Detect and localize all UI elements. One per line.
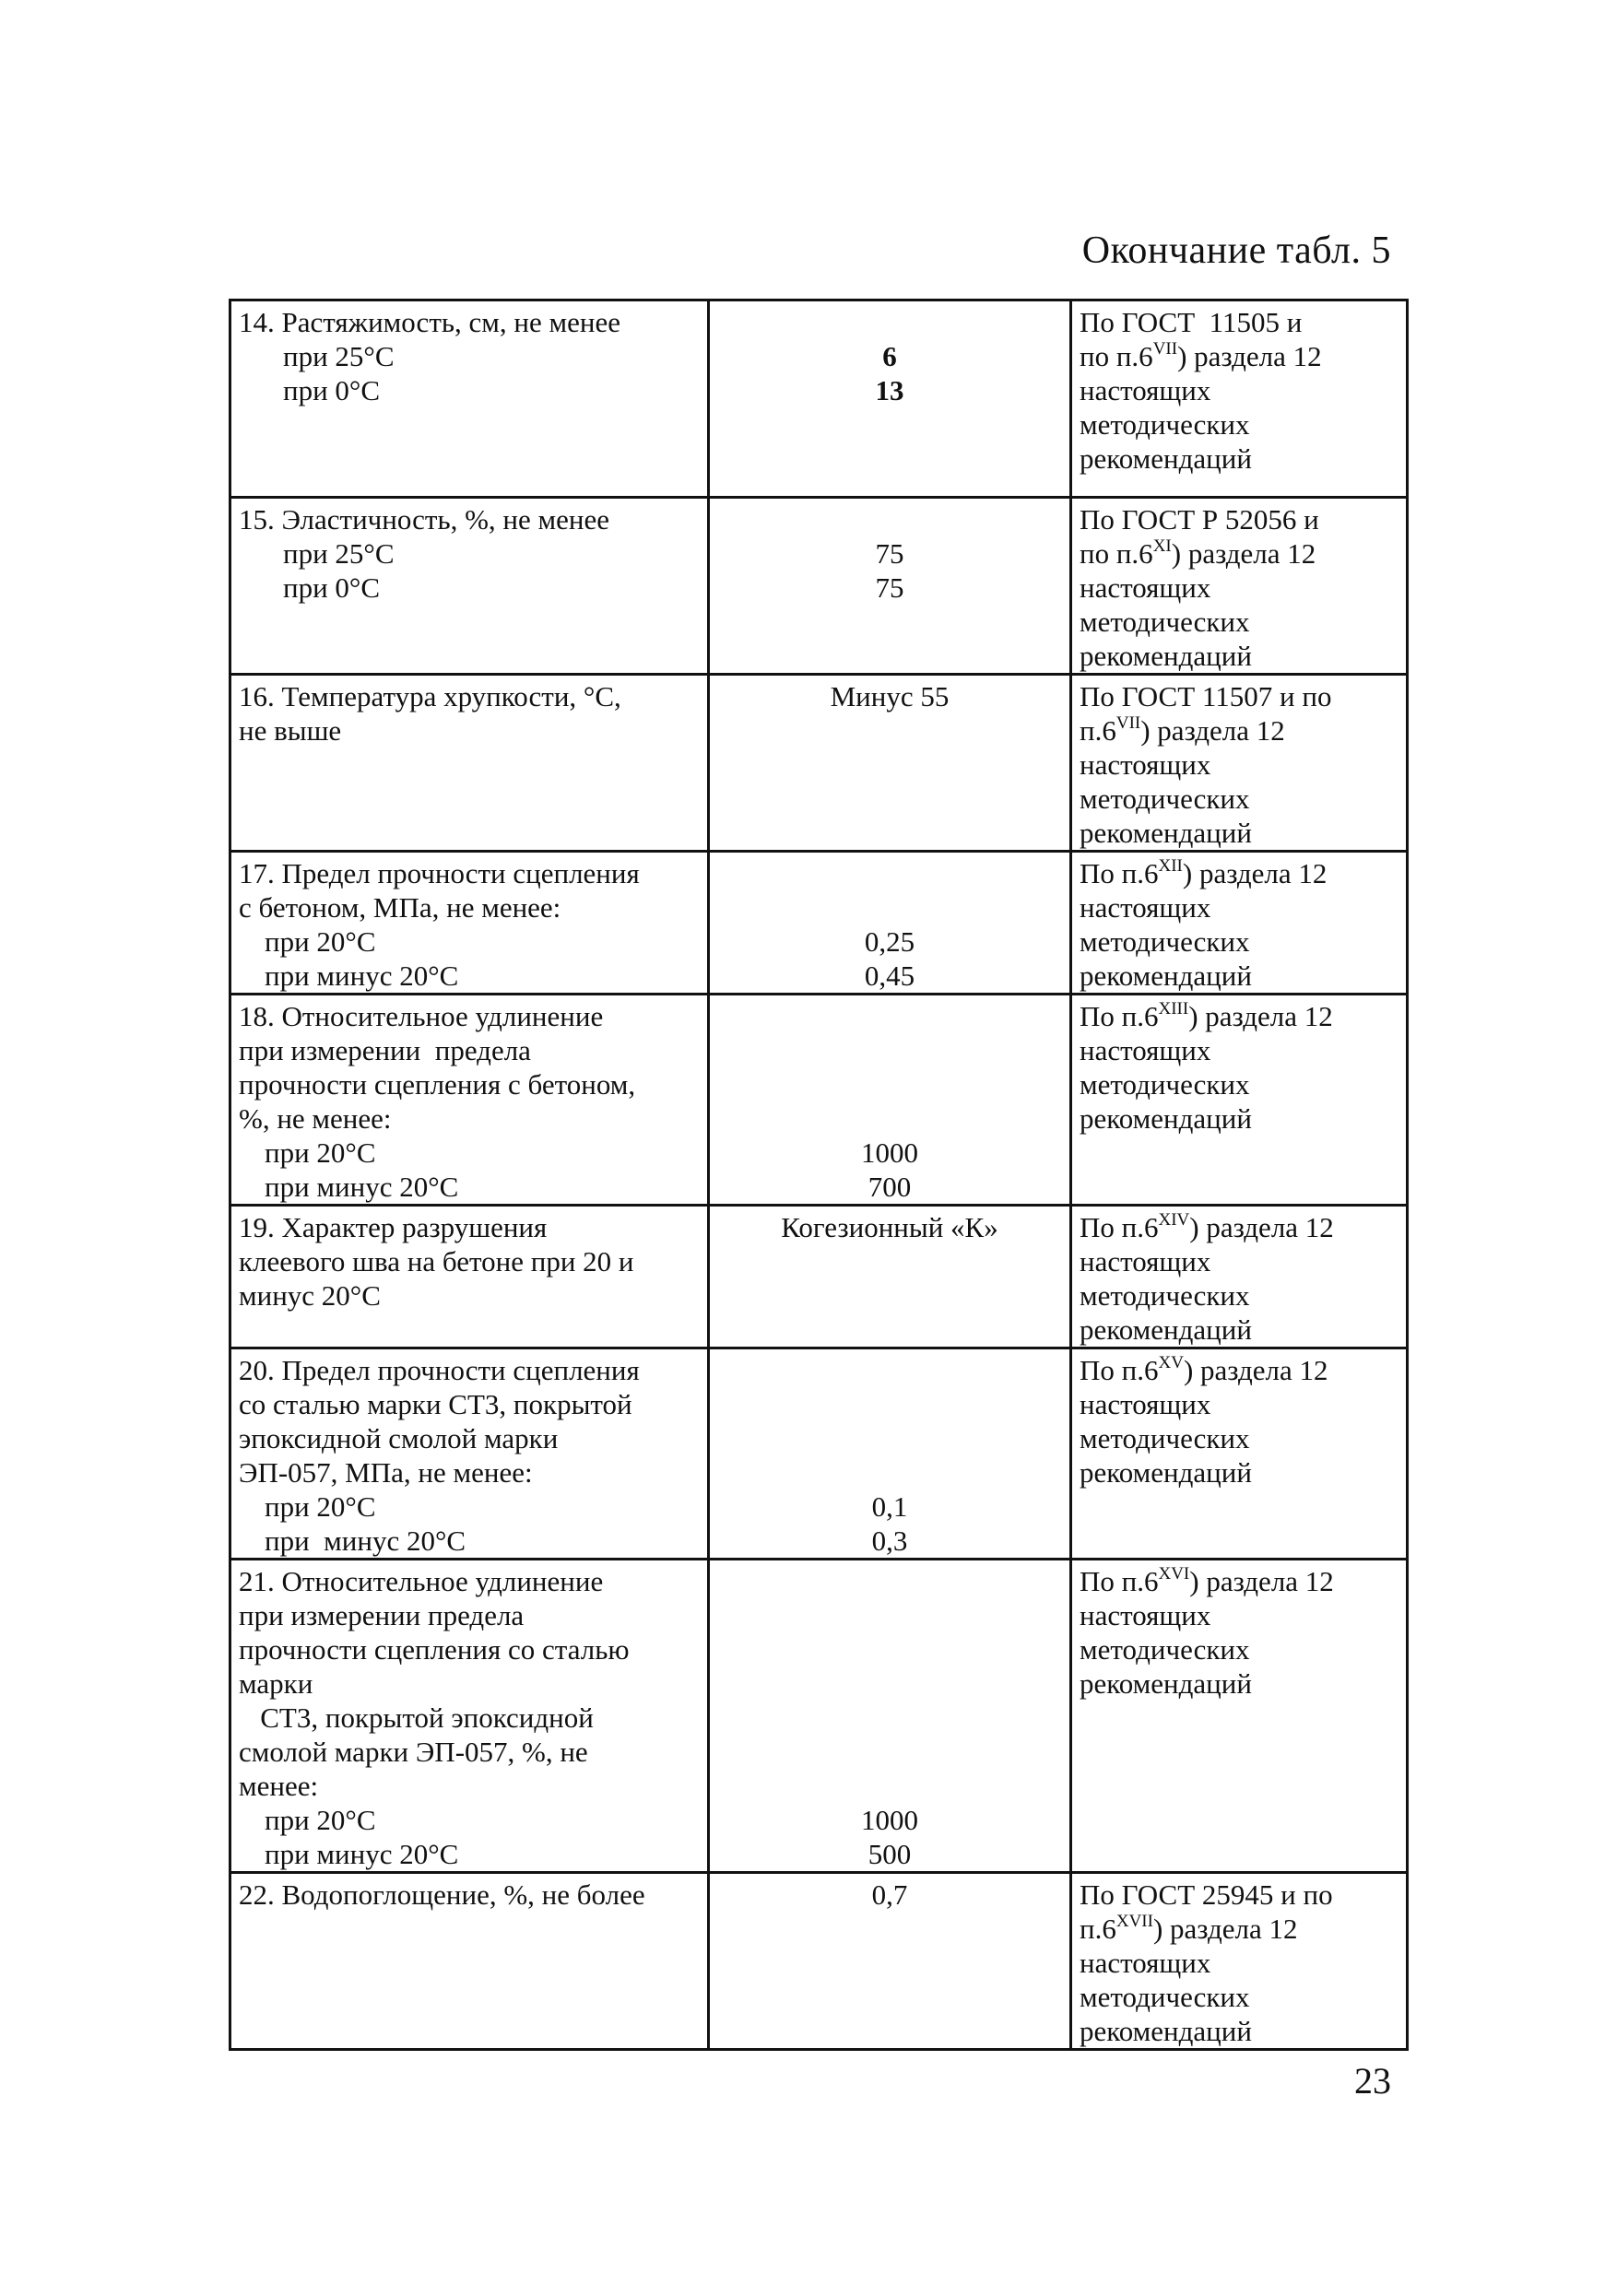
value-line xyxy=(717,856,1062,890)
table-row xyxy=(230,300,1408,498)
method-line: настоящих xyxy=(1080,1245,1211,1278)
condition-line: при 0°С xyxy=(283,571,381,604)
footnote-mark: XI xyxy=(1152,536,1172,556)
method-ref: По п.6 xyxy=(1080,1565,1159,1597)
table-row xyxy=(230,675,1408,852)
method-line: рекомендаций xyxy=(1080,817,1252,849)
indicator-name-line: минус 20°С xyxy=(239,1279,381,1312)
footnote-mark: XV xyxy=(1158,1353,1184,1372)
value-line xyxy=(717,1033,1062,1067)
table-row xyxy=(230,995,1408,1206)
table-row xyxy=(230,1206,1408,1348)
method-section: ) раздела 12 xyxy=(1183,1354,1328,1386)
condition-line: при 25°С xyxy=(283,537,395,570)
method-cell xyxy=(1071,1206,1408,1348)
value-line: 0,1 xyxy=(871,1490,908,1523)
value-line xyxy=(717,1421,1062,1455)
method-line: По ГОСТ Р 52056 и xyxy=(1080,503,1319,536)
method-ref: По п.6 xyxy=(1080,1354,1159,1386)
value-line: Когезионный «К» xyxy=(781,1211,998,1243)
method-line xyxy=(1080,1912,1398,1946)
value-line xyxy=(717,1101,1062,1136)
condition-line: при минус 20°С xyxy=(265,960,459,992)
condition-line: при минус 20°С xyxy=(265,1525,466,1557)
method-line xyxy=(1080,536,1398,571)
indicator-name-line: не выше xyxy=(239,714,342,747)
value-line xyxy=(717,1353,1062,1387)
value-line xyxy=(717,1387,1062,1421)
method-line xyxy=(1080,856,1398,890)
value-line: 75 xyxy=(875,571,904,604)
method-line: настоящих xyxy=(1080,374,1211,406)
method-line xyxy=(1080,339,1398,373)
method-section: ) раздела 12 xyxy=(1182,857,1328,889)
method-line: рекомендаций xyxy=(1080,1667,1252,1700)
value-cell xyxy=(709,1348,1071,1560)
indicator-cell xyxy=(230,995,709,1206)
method-section: ) раздела 12 xyxy=(1171,537,1316,570)
indicator-name-line: менее: xyxy=(239,1770,319,1802)
method-line: методических xyxy=(1080,1068,1250,1101)
indicator-cell xyxy=(230,300,709,498)
method-line: настоящих xyxy=(1080,1947,1211,1979)
indicator-name-line: эпоксидной смолой марки xyxy=(239,1422,559,1454)
value-line xyxy=(717,1455,1062,1489)
indicator-name-line: 14. Растяжимость, см, не менее xyxy=(239,306,620,338)
value-line xyxy=(717,305,1062,339)
table-row xyxy=(230,1873,1408,2050)
value-line xyxy=(717,1769,1062,1803)
indicator-name-line: смолой марки ЭП-057, %, не xyxy=(239,1736,588,1768)
value-cell xyxy=(709,995,1071,1206)
method-line: методических xyxy=(1080,783,1250,815)
indicator-cell xyxy=(230,1873,709,2050)
indicator-name-line: 20. Предел прочности сцепления xyxy=(239,1354,640,1386)
indicator-name-line: %, не менее: xyxy=(239,1102,392,1135)
method-ref: п.6 xyxy=(1080,714,1116,747)
table-body xyxy=(230,300,1408,2050)
value-line: 500 xyxy=(867,1838,912,1870)
value-line xyxy=(717,1564,1062,1598)
value-line: 1000 xyxy=(861,1136,918,1169)
method-line: По ГОСТ 11505 и xyxy=(1080,306,1303,338)
value-line: 0,25 xyxy=(864,925,915,958)
method-ref: п.6 xyxy=(1080,1913,1116,1945)
method-ref: По п.6 xyxy=(1080,1211,1159,1243)
method-cell xyxy=(1071,1348,1408,1560)
indicator-name-line: СТ3, покрытой эпоксидной xyxy=(239,1701,594,1734)
footnote-mark: XIII xyxy=(1158,999,1189,1018)
value-cell xyxy=(709,1873,1071,2050)
method-line: рекомендаций xyxy=(1080,2015,1252,2047)
indicator-name-line: марки xyxy=(239,1667,313,1700)
method-line: методических xyxy=(1080,1981,1250,2013)
method-cell xyxy=(1071,1560,1408,1873)
method-ref: По п.6 xyxy=(1080,1000,1159,1032)
method-section: ) раздела 12 xyxy=(1188,1000,1333,1032)
indicator-cell xyxy=(230,852,709,995)
condition-line: при 25°С xyxy=(283,340,395,372)
value-line: 0,7 xyxy=(871,1878,908,1911)
method-line xyxy=(1080,1564,1398,1598)
value-cell xyxy=(709,1560,1071,1873)
method-line: методических xyxy=(1080,606,1250,638)
value-line: 0,3 xyxy=(871,1525,908,1557)
method-line: По ГОСТ 25945 и по xyxy=(1080,1878,1333,1911)
indicator-name-line: со сталью марки СТ3, покрытой xyxy=(239,1388,632,1420)
indicator-name-line: 16. Температура хрупкости, °С, xyxy=(239,680,621,712)
indicator-cell xyxy=(230,1560,709,1873)
method-line: настоящих xyxy=(1080,571,1211,604)
method-section: ) раздела 12 xyxy=(1152,1913,1298,1945)
method-line: настоящих xyxy=(1080,891,1211,924)
method-ref: по п.6 xyxy=(1080,537,1153,570)
value-line xyxy=(717,1735,1062,1769)
method-line: методических xyxy=(1080,408,1250,441)
condition-line: при 20°С xyxy=(265,925,376,958)
method-ref: По п.6 xyxy=(1080,857,1159,889)
indicator-name-line: 15. Эластичность, %, не менее xyxy=(239,503,609,536)
footnote-mark: XVII xyxy=(1115,1912,1153,1931)
method-line: рекомендаций xyxy=(1080,1313,1252,1346)
indicator-name-line: 17. Предел прочности сцепления xyxy=(239,857,640,889)
method-line: методических xyxy=(1080,1279,1250,1312)
indicator-name-line: 18. Относительное удлинение xyxy=(239,1000,604,1032)
value-line xyxy=(717,502,1062,536)
value-line: Минус 55 xyxy=(830,680,950,712)
method-line: рекомендаций xyxy=(1080,442,1252,475)
condition-line: при 20°С xyxy=(265,1136,376,1169)
method-line: настоящих xyxy=(1080,748,1211,781)
condition-line: при минус 20°С xyxy=(265,1838,459,1870)
method-cell xyxy=(1071,300,1408,498)
method-ref: по п.6 xyxy=(1080,340,1153,372)
condition-line: при 20°С xyxy=(265,1490,376,1523)
method-cell xyxy=(1071,995,1408,1206)
value-line xyxy=(717,1666,1062,1701)
method-line xyxy=(1080,999,1398,1033)
method-line: методических xyxy=(1080,1422,1250,1454)
value-line xyxy=(717,1598,1062,1632)
value-line xyxy=(717,890,1062,924)
method-line: рекомендаций xyxy=(1080,640,1252,672)
method-section: ) раздела 12 xyxy=(1189,1211,1334,1243)
indicator-name-line: с бетоном, МПа, не менее: xyxy=(239,891,561,924)
value-cell xyxy=(709,498,1071,675)
properties-table xyxy=(229,299,1409,2051)
value-cell xyxy=(709,1206,1071,1348)
method-line xyxy=(1080,713,1398,748)
value-line xyxy=(717,999,1062,1033)
method-line: настоящих xyxy=(1080,1034,1211,1066)
footnote-mark: VII xyxy=(1115,713,1141,733)
indicator-name-line: 21. Относительное удлинение xyxy=(239,1565,604,1597)
method-cell xyxy=(1071,498,1408,675)
method-line: методических xyxy=(1080,1633,1250,1666)
value-cell xyxy=(709,300,1071,498)
method-line xyxy=(1080,1353,1398,1387)
table-row xyxy=(230,1348,1408,1560)
indicator-cell xyxy=(230,1206,709,1348)
value-line xyxy=(717,1632,1062,1666)
method-line: По ГОСТ 11507 и по xyxy=(1080,680,1332,712)
method-section: ) раздела 12 xyxy=(1189,1565,1334,1597)
method-cell xyxy=(1071,1873,1408,2050)
value-line xyxy=(717,1067,1062,1101)
indicator-name-line: при измерении предела xyxy=(239,1034,531,1066)
footnote-mark: XIV xyxy=(1158,1210,1190,1230)
indicator-name-line: прочности сцепления со сталью xyxy=(239,1633,630,1666)
table-row xyxy=(230,498,1408,675)
indicator-cell xyxy=(230,1348,709,1560)
indicator-cell xyxy=(230,675,709,852)
method-line: настоящих xyxy=(1080,1599,1211,1631)
indicator-name-line: 22. Водопоглощение, %, не более xyxy=(239,1878,645,1911)
value-cell xyxy=(709,675,1071,852)
table-caption: Окончание табл. 5 xyxy=(1081,230,1391,272)
indicator-name-line: при измерении предела xyxy=(239,1599,525,1631)
value-line: 13 xyxy=(875,374,904,406)
indicator-name-line: клеевого шва на бетоне при 20 и xyxy=(239,1245,634,1278)
footnote-mark: XII xyxy=(1158,856,1183,876)
method-cell xyxy=(1071,852,1408,995)
value-line: 1000 xyxy=(861,1804,918,1836)
method-line: рекомендаций xyxy=(1080,1456,1252,1489)
indicator-name-line: прочности сцепления с бетоном, xyxy=(239,1068,636,1101)
footnote-mark: VII xyxy=(1152,339,1178,359)
method-cell xyxy=(1071,675,1408,852)
footnote-mark: XVI xyxy=(1158,1564,1190,1584)
condition-line: при 0°С xyxy=(283,374,381,406)
method-line: методических xyxy=(1080,925,1250,958)
method-section: ) раздела 12 xyxy=(1177,340,1322,372)
indicator-name-line: ЭП-057, МПа, не менее: xyxy=(239,1456,533,1489)
method-line xyxy=(1080,1210,1398,1244)
indicator-name-line: 19. Характер разрушения xyxy=(239,1211,548,1243)
method-line: настоящих xyxy=(1080,1388,1211,1420)
table-row xyxy=(230,852,1408,995)
condition-line: при 20°С xyxy=(265,1804,376,1836)
method-line: рекомендаций xyxy=(1080,960,1252,992)
method-section: ) раздела 12 xyxy=(1140,714,1285,747)
condition-line: при минус 20°С xyxy=(265,1171,459,1203)
value-line: 0,45 xyxy=(864,960,915,992)
method-line: рекомендаций xyxy=(1080,1102,1252,1135)
value-line xyxy=(717,1701,1062,1735)
value-line: 6 xyxy=(882,340,897,372)
table-row xyxy=(230,1560,1408,1873)
value-cell xyxy=(709,852,1071,995)
value-line: 75 xyxy=(875,537,904,570)
value-line: 700 xyxy=(867,1171,912,1203)
page-number: 23 xyxy=(1354,2060,1391,2102)
indicator-cell xyxy=(230,498,709,675)
